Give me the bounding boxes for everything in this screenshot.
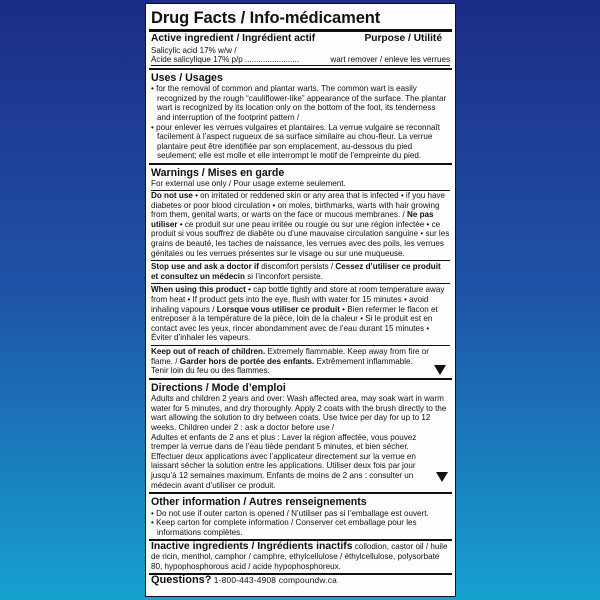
continue-triangle-icon — [434, 365, 446, 375]
directions-en: Adults and children 2 years and over: Wash affected area, may soak wart in warm water for 5 minutes, and dry thoroughly. Apply 2 coats with the brush directly to the wart allowing the solution to dry between coats. Use twice per day for up to 12 weeks. Children under 2 : ask a doctor before use / — [151, 394, 447, 432]
directions-header: Directions / Mode d’emploi — [151, 381, 286, 394]
questions-label: Questions? — [151, 574, 212, 587]
stop-use-block: Stop use and ask a doctor if discomfort persists / Cessez d’utiliser ce produit et consultez un médecin si l’inconfort persiste. — [151, 260, 450, 281]
inactive-ingredients-section — [149, 539, 452, 573]
questions-section — [149, 573, 452, 588]
continue-triangle-icon — [436, 472, 448, 482]
do-not-use-block: Do not use • on irritated or reddened skin or any area that is infected • if you have diabetes or poor blood circulation • on moles, birthmarks, warts with hair growing from them, genital warts, or warts on the face or mucous membranes. / Ne pas utiliser • ce produit sur une peau irritée ou rougie ou sur une région infectée • ce produit si vous souffrez de diabète ou d’une mauvaise circulation sanguine • sur les grains de beauté, les taches de naissance, les verrues avec des poils, les verrues génitales ou les verrues présentes sur le visage ou sur une muqueuse. — [151, 191, 450, 258]
uses-section — [149, 68, 452, 163]
other-info-header: Other information / Autres renseignements — [151, 496, 367, 509]
questions-contact: 1-800-443-4908 compoundw.ca — [213, 575, 337, 586]
when-using-block: When using this product • cap bottle tightly and store at room temperature away from heat • If product gets into the eye, flush with water for 15 minutes • avoid inhaling vapours / Lorsque vous utiliser ce produit • Bien refermer le flacon et entreposer à la température de la pièce, loin de la chaleur • Si le produit est en contact avec les yeux, rincer abondamment avec de l’eau durant 15 minutes • Éviter d’inhaler les vapeurs. — [151, 283, 450, 343]
directions-fr: Adultes et enfants de 2 ans et plus : Laver la région affectée, vous pouvez tremper la verrue dans de l’eau tiède pendant 5 minutes, et bien sécher. Effectuer deux applications avec l’applicateur directement sur la verrue en laissant sécher la solution entre les applications. Utiliser deux fois par jour jusqu’à 12 semaines maximum. Enfants de moins de 2 ans : consulter un médecin avant d’utiliser ce produit. — [151, 432, 417, 490]
drug-facts-label — [145, 3, 456, 597]
inactive-ingredients-header: Inactive ingredients / Ingrédients inactifs — [151, 541, 353, 553]
purpose-header: Purpose / Utilité — [364, 33, 442, 44]
external-use-text: For external use only / Pour usage externe seulement. — [151, 179, 450, 191]
active-ingredient-section — [149, 32, 452, 68]
other-info-bullet: • Do not use if outer carton is opened / N’utiliser pas si l’emballage est ouvert. — [151, 508, 429, 518]
warnings-header: Warnings / Mises en garde — [151, 166, 285, 179]
other-info-section — [149, 492, 452, 539]
warnings-section — [149, 163, 452, 378]
active-ingredient-fr: Acide salicylique 17% p/p ........................ — [151, 55, 299, 65]
other-info-bullet: • Keep carton for complete information / Conserver cet emballage pour les informations complètes. — [151, 518, 417, 537]
uses-bullet-en: • for the removal of common and plantar warts. The common wart is easily recognized by the rough “cauliflower-like” appearance of the surface. The plantar wart is recognized by its location only on the bottom of the foot, its tenderness and interruption of the footprint pattern / — [151, 84, 447, 122]
page-title: Drug Facts / Info-médicament — [149, 6, 452, 32]
purpose-text: wart remover / enleve les verrues — [330, 55, 450, 65]
active-ingredient-en: Salicylic acid 17% w/w / — [151, 45, 237, 55]
directions-section — [149, 378, 452, 492]
uses-header: Uses / Usages — [151, 71, 223, 84]
uses-bullet-fr: • pour enlever les verrues vulgaires et plantaires. La verrue vulgaire se reconnaît facilement à l’aspect rugueux de sa surface similaire au chou-fleur. La verrue plantaire peut être identifiée par son emplacement, au-dessous du pied seulement; elle est molle et elle interrompt le motif de l’empreinte du pied. — [151, 122, 440, 161]
keep-out-block: Keep out of reach of children. Extremely flammable. Keep away from fire or flame. / Garder hors de portée des enfants. Extrêmement inflammable. Tenir loin du feu ou des flammes. — [151, 345, 450, 376]
active-ingredient-header: Active ingredient / Ingrédient actif — [151, 33, 316, 44]
inactive-ingredients-text: collodion, castor oil / huile de ricin, menthol, camphor / camphre, ethylcellulose / éthylcellulose, polysorbate 80, hypophosphorous acid / acide hypophosphoreux. — [151, 542, 448, 571]
